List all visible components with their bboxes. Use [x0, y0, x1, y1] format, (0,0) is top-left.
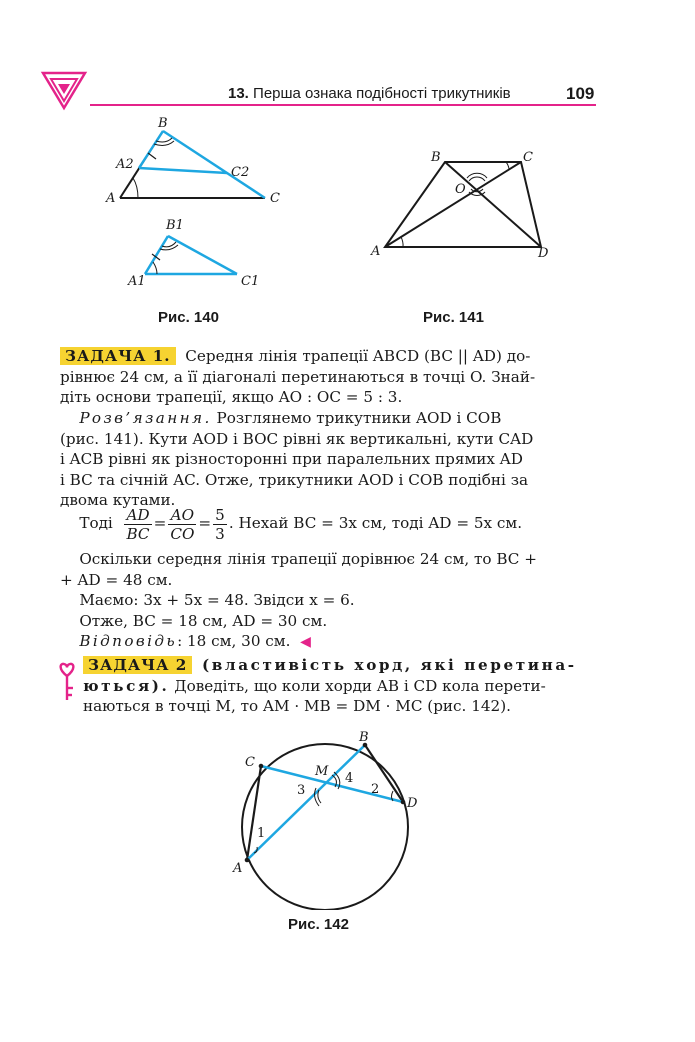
chapter-logo-icon [40, 70, 88, 112]
caption-fig141: Рис. 141 [423, 309, 484, 326]
fig142-angle-1: 1 [257, 826, 266, 841]
answer-word: Відповідь [79, 632, 178, 651]
fig142-angle-3: 3 [297, 783, 306, 798]
task2-title-part1: (властивість хорд, які перетина- [201, 656, 577, 674]
caption-fig142: Рис. 142 [288, 916, 349, 933]
fig140-label-a: A [106, 191, 116, 206]
task2-label: ЗАДАЧА 2 [83, 656, 192, 674]
midline-line2: + AD = 48 см. [60, 570, 173, 589]
fig140-label-b: B [158, 116, 168, 131]
fig141-label-a: A [371, 244, 381, 259]
fig140-label-a1: A1 [128, 274, 146, 289]
task2-line2: наються в точці M, то AM · MB = DM · MC (рис. 142). [83, 697, 511, 716]
header-rule [90, 104, 596, 106]
solution-line5: двома кутами. [60, 491, 176, 510]
page-number: 109 [566, 84, 595, 103]
fig140-label-c2: C2 [231, 165, 250, 180]
fig142-label-a: A [233, 861, 243, 876]
fig140-label-c: C [270, 191, 280, 206]
fraction-ao-co: $\frac{AO}{CO}$ [170, 505, 195, 543]
task2-title-part2: ються). [83, 676, 170, 695]
answer-rest: : 18 см, 30 см. [177, 632, 291, 651]
then-rest: . Нехай BC = 3x см, тоді AD = 5x см. [228, 514, 523, 532]
ratio-line: Тоді $\frac{AD}{BC}$ = $\frac{AO}{CO}$ = $\frac{5}{3}$ . Нехай BC = 3x см, тоді AD = 5x см. [79, 505, 523, 543]
so-line: Отже, BC = 18 см, AD = 30 см. [79, 611, 328, 630]
fig140-label-a2: A2 [116, 157, 134, 172]
solution-line3: і ACB рівні як різносторонні при паралельних прямих AD [60, 450, 523, 469]
task1-line1: Середня лінія трапеції ABCD (BC || AD) до- [185, 347, 531, 365]
caption-fig140: Рис. 140 [158, 309, 219, 326]
fig142-label-c: C [245, 755, 255, 770]
fig141-label-c: C [523, 150, 533, 165]
have-line: Маємо: 3x + 5x = 48. Звідси x = 6. [79, 591, 355, 610]
fraction-ad-bc: $\frac{AD}{BC}$ [126, 505, 150, 543]
fig140-label-c1: C1 [241, 274, 260, 289]
fig141-label-o: O [455, 182, 466, 197]
midline-line1: Оскільки середня лінія трапеції дорівнює 24 см, то BC + [79, 550, 537, 568]
section-number: 13. [228, 85, 249, 102]
section-title: Перша ознака подібності трикутників [253, 85, 511, 102]
figure-140 [100, 112, 300, 297]
fig142-label-d: D [407, 796, 418, 811]
solution-line4: і BC та січній AC. Отже, трикутники AOD і COB подібні за [60, 470, 529, 489]
end-marker-icon: ◀ [300, 634, 311, 651]
figure-142 [225, 725, 425, 910]
solution-line1: Розглянемо трикутники AOD і COB [211, 409, 502, 427]
task1-statement [60, 346, 595, 408]
fig142-angle-4: 4 [345, 771, 354, 786]
fig142-label-b: B [359, 730, 369, 745]
key-icon [56, 662, 78, 706]
fig140-label-b1: B1 [166, 218, 184, 233]
fraction-5-3: $\frac{5}{3}$ [215, 505, 225, 543]
task1-label: ЗАДАЧА 1. [60, 347, 176, 365]
task2-statement [83, 655, 598, 717]
task1-solution [60, 408, 595, 511]
page-header-title [228, 85, 511, 102]
task1-line3: діть основи трапеції, якщо AO : OC = 5 : 3. [60, 388, 403, 407]
fig142-label-m: M [315, 764, 329, 779]
solution-word: Розв’язання. [79, 409, 212, 427]
solution-line2: (рис. 141). Кути AOD і BOC рівні як вертикальні, кути CAD [60, 429, 534, 448]
fig142-angle-2: 2 [371, 782, 380, 797]
figure-141 [365, 145, 565, 265]
triangle-a1b1c1 [145, 236, 237, 274]
task1-line2: рівнює 24 см, а її діагоналі перетинаються в точці O. Знай- [60, 367, 536, 386]
task2-line1: Доведіть, що коли хорди AB і CD кола перети- [169, 676, 546, 695]
fig141-label-b: B [431, 150, 441, 165]
task1-computation [60, 549, 595, 653]
then-word: Тоді [79, 514, 113, 532]
fig141-label-d: D [538, 246, 549, 261]
